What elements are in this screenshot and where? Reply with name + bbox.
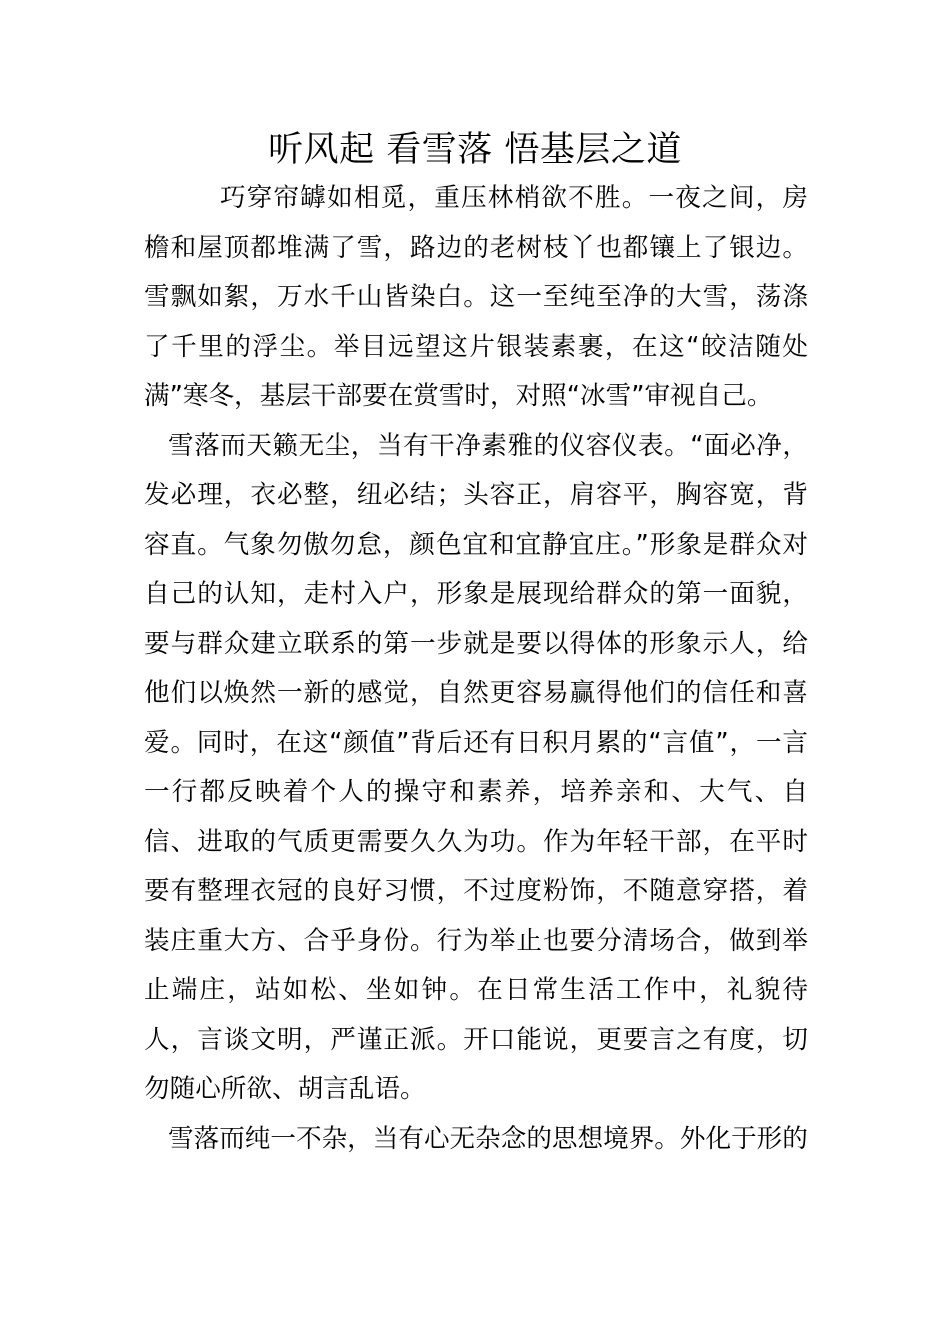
paragraph-2: 雪落而天籁无尘，当有干净素雅的仪容仪表。“面必净，发必理，衣必整，纽必结；头容正，肩容平，胸容宽，背容直。气象勿傲勿怠，颜色宜和宜静宜庄。”形象是群众对自己的认知，走村入户，形象是展现给群众的第一面貌，要与群众建立联系的第一步就是要以得体的形象示人，给他们以焕然一新的感觉，自然更容易赢得他们的信任和喜爱。同时，在这“颜值”背后还有日积月累的“言值”，一言一行都反映着个人的操守和素养，培养亲和、大气、自信、进取的气质更需要久久为功。作为年轻干部，在平时要有整理衣冠的良好习惯，不过度粉饰，不随意穿搭，着装庄重大方、合乎身份。行为举止也要分清场合，做到举止端庄，站如松、坐如钟。在日常生活工作中，礼貌待人，言谈文明，严谨正派。开口能说，更要言之有度，切勿随心所欲、胡言乱语。 bbox=[144, 430, 808, 1104]
paragraph-3: 雪落而纯一不杂，当有心无杂念的思想境界。外化于形的 bbox=[168, 1123, 808, 1154]
document-body bbox=[144, 174, 808, 1164]
paragraph-1: 巧穿帘罅如相觅，重压林梢欲不胜。一夜之间，房檐和屋顶都堆满了雪，路边的老树枝丫也都镶上了银边。雪飘如絮，万水千山皆染白。这一至纯至净的大雪，荡涤了千里的浮尘。举目远望这片银装素裹，在这“皎洁随处满”寒冬，基层干部要在赏雪时，对照“冰雪”审视自己。 bbox=[144, 183, 808, 411]
document-title: 听风起 看雪落 悟基层之道 bbox=[268, 130, 682, 170]
